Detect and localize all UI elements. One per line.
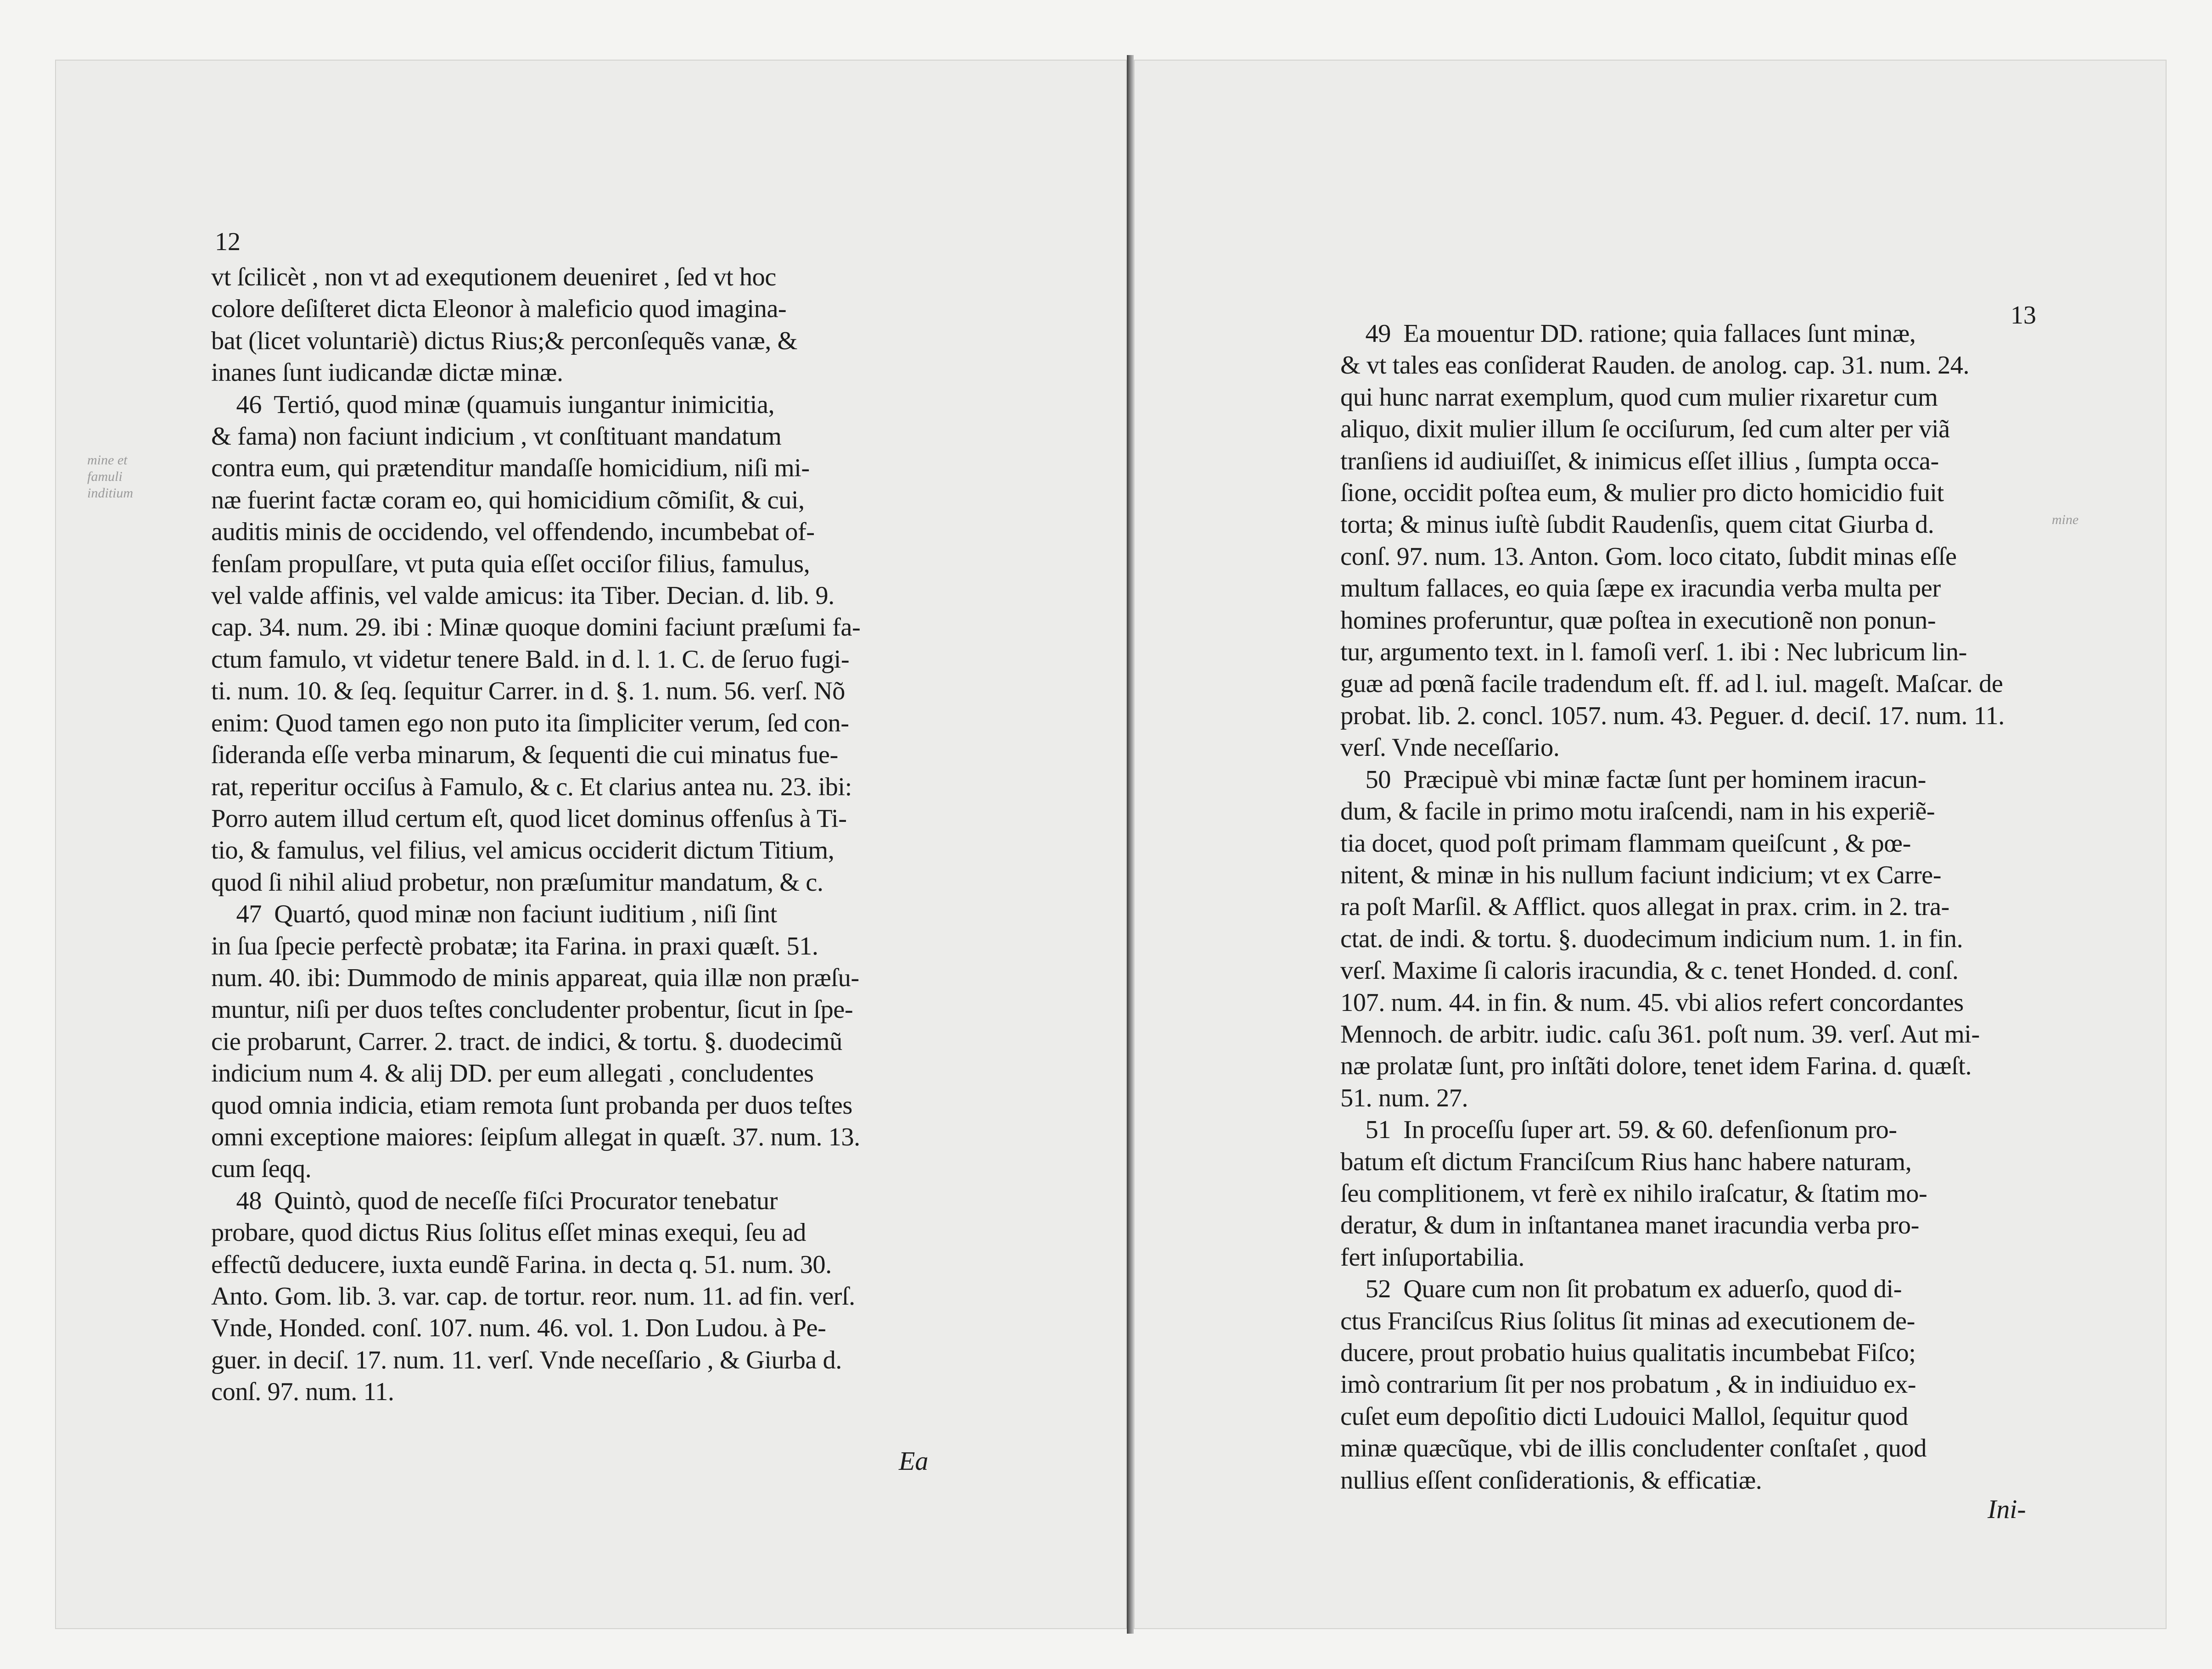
text-line: bat (licet voluntariè) dictus Rius;& perconſequẽs vanæ, & — [211, 326, 797, 355]
text-line: cap. 34. num. 29. ibi : Minæ quoque domini faciunt præſumi fa- — [211, 613, 861, 642]
text-line: guæ ad pœnã facile tradendum eſt. ff. ad l. iul. mageſt. Maſcar. de — [1340, 670, 2003, 698]
text-line: næ prolatæ ſunt, pro inſtãti dolore, tenet idem Farina. d. quæſt. — [1340, 1052, 1972, 1081]
left-margin-note: mine et famuli inditium — [87, 452, 134, 501]
text-line: ducere, prout probatio huius qualitatis incumbebat Fiſco; — [1340, 1339, 1916, 1367]
text-line: 49 Ea mouentur DD. ratione; quia fallaces ſunt minæ, — [1340, 319, 1916, 348]
text-line: guer. in deciſ. 17. num. 11. verſ. Vnde neceſſario , & Giurba d. — [211, 1345, 842, 1374]
text-line: 47 Quartó, quod minæ non faciunt iuditium , niſi ſint — [211, 900, 777, 929]
text-line: ctum famulo, vt videtur tenere Bald. in d. l. 1. C. de ſeruo fugi- — [211, 645, 850, 674]
text-line: colore deſiſteret dicta Eleonor à maleficio quod imagina- — [211, 295, 787, 324]
left-catchword: Ea — [899, 1446, 929, 1476]
text-line: 50 Præcipuè vbi minæ factæ ſunt per hominem iracun- — [1340, 765, 1926, 794]
text-line: & vt tales eas conſiderat Rauden. de anolog. cap. 31. num. 24. — [1340, 351, 1970, 380]
text-line: cie probarunt, Carrer. 2. tract. de indici, & tortu. §. duodecimũ — [211, 1027, 842, 1056]
text-line: conſ. 97. num. 11. — [211, 1378, 394, 1407]
text-line: tia docet, quod poſt primam flammam queiſcunt , & pœ- — [1340, 829, 1911, 858]
text-line: ti. num. 10. & ſeq. ſequitur Carrer. in d. §. 1. num. 56. verſ. Nõ — [211, 677, 845, 706]
text-line: enim: Quod tamen ego non puto ita ſimpliciter verum, ſed con- — [211, 709, 849, 737]
text-line: aliquo, dixit mulier illum ſe occiſurum, ſed cum alter per viã — [1340, 415, 1950, 444]
text-line: 52 Quare cum non ſit probatum ex aduerſo, quod di- — [1340, 1275, 1902, 1304]
left-page-text — [211, 262, 860, 1408]
text-line: effectũ deducere, iuxta eundẽ Farina. in decta q. 51. num. 30. — [211, 1250, 832, 1279]
text-line: verſ. Maxime ſi caloris iracundia, & c. tenet Honded. d. conſ. — [1340, 956, 1959, 985]
text-line: tranſiens id audiuiſſet, & inimicus eſſet illius , ſumpta occa- — [1340, 447, 1939, 475]
text-line: Porro autem illud certum eſt, quod licet dominus offenſus à Ti- — [211, 804, 847, 833]
text-line: minæ quæcũque, vbi de illis concludenter conſtaſet , quod — [1340, 1434, 1927, 1463]
text-line: nullius eſſent conſiderationis, & efficatiæ. — [1340, 1466, 1762, 1495]
text-line: 51. num. 27. — [1340, 1083, 1468, 1112]
text-line: 46 Tertió, quod minæ (quamuis iungantur inimicitia, — [211, 390, 775, 419]
text-line: deratur, & dum in inſtantanea manet iracundia verba pro- — [1340, 1211, 1919, 1240]
text-line: ſione, occidit poſtea eum, & mulier pro dicto homicidio fuit — [1340, 479, 1944, 508]
text-line: muntur, niſi per duos teſtes concludenter probentur, ſicut in ſpe- — [211, 995, 853, 1024]
text-line: probare, quod dictus Rius ſolitus eſſet minas exequi, ſeu ad — [211, 1218, 806, 1247]
text-line: cuſet eum depoſitio dicti Ludouici Mallol, ſequitur quod — [1340, 1402, 1908, 1431]
text-line: 107. num. 44. in fin. & num. 45. vbi alios refert concordantes — [1340, 988, 1964, 1017]
text-line: conſ. 97. num. 13. Anton. Gom. loco citato, ſubdit minas eſſe — [1340, 542, 1957, 571]
left-page-number: 12 — [215, 228, 241, 256]
text-line: tio, & famulus, vel filius, vel amicus occiderit dictum Titium, — [211, 836, 834, 865]
text-line: tur, argumento text. in l. famoſi verſ. 1. ibi : Nec lubricum lin- — [1340, 638, 1967, 667]
right-margin-note: mine — [2052, 512, 2079, 527]
text-line: auditis minis de occidendo, vel offendendo, incumbebat of- — [211, 518, 815, 547]
text-line: ctus Franciſcus Rius ſolitus ſit minas ad executionem de- — [1340, 1306, 1915, 1335]
text-line: næ fuerint factæ coram eo, qui homicidium cõmiſit, & cui, — [211, 486, 805, 514]
text-line: inanes ſunt iudicandæ dictæ minæ. — [211, 358, 563, 387]
text-line: qui hunc narrat exemplum, quod cum mulier rixaretur cum — [1340, 383, 1938, 412]
text-line: batum eſt dictum Franciſcum Rius hanc habere naturam, — [1340, 1147, 1912, 1176]
text-line: probat. lib. 2. concl. 1057. num. 43. Peguer. d. deciſ. 17. num. 11. — [1340, 701, 2005, 730]
text-line: Mennoch. de arbitr. iudic. caſu 361. poſt num. 39. verſ. Aut mi- — [1340, 1020, 1980, 1049]
text-line: cum ſeqq. — [211, 1155, 312, 1183]
text-line: torta; & minus iuſtè ſubdit Raudenſis, quem citat Giurba d. — [1340, 510, 1934, 539]
text-line: multum fallaces, eo quia ſæpe ex iracundia verba multa per — [1340, 574, 1941, 603]
text-line: ra poſt Marſil. & Afflict. quos allegat in prax. crim. in 2. tra- — [1340, 893, 1949, 921]
text-line: nitent, & minæ in his nullum faciunt indicium; vt ex Carre- — [1340, 860, 1942, 889]
text-line: ctat. de indi. & tortu. §. duodecimum indicium num. 1. in fin. — [1340, 924, 1963, 953]
text-line: ſideranda eſſe verba minarum, & ſequenti die cui minatus fue- — [211, 741, 838, 770]
text-line: fenſam propulſare, vt puta quia eſſet occiſor filius, famulus, — [211, 549, 810, 578]
text-line: num. 40. ibi: Dummodo de minis appareat, quia illæ non præſu- — [211, 963, 859, 992]
text-line: vel valde affinis, vel valde amicus: ita Tiber. Decian. d. lib. 9. — [211, 581, 834, 610]
text-line: rat, reperitur occiſus à Famulo, & c. Et clarius antea nu. 23. ibi: — [211, 772, 852, 801]
text-line: ſeu complitionem, vt ferè ex nihilo iraſcatur, & ſtatim mo- — [1340, 1179, 1927, 1208]
text-line: in ſua ſpecie perfectè probatæ; ita Farina. in praxi quæſt. 51. — [211, 932, 818, 960]
text-line: Anto. Gom. lib. 3. var. cap. de tortur. reor. num. 11. ad fin. verſ. — [211, 1282, 855, 1311]
text-line: verſ. Vnde neceſſario. — [1340, 733, 1560, 762]
text-line: dum, & facile in primo motu iraſcendi, nam in his experiẽ- — [1340, 797, 1935, 826]
text-line: omni exceptione maiores: ſeipſum allegat in quæſt. 37. num. 13. — [211, 1122, 860, 1151]
text-line: Vnde, Honded. conſ. 107. num. 46. vol. 1. Don Ludou. à Pe- — [211, 1314, 826, 1343]
text-line: quod omnia indicia, etiam remota ſunt probanda per duos teſtes — [211, 1091, 852, 1120]
text-line: & fama) non faciunt indicium , vt conſtituant mandatum — [211, 422, 782, 451]
text-line: homines proferuntur, quæ poſtea in executionẽ non ponun- — [1340, 606, 1936, 635]
text-line: indicium num 4. & alij DD. per eum allegati , concludentes — [211, 1059, 814, 1088]
text-line: fert inſuportabilia. — [1340, 1243, 1525, 1272]
text-line: imò contrarium ſit per nos probatum , & in indiuiduo ex- — [1340, 1370, 1916, 1399]
book-gutter — [1127, 55, 1134, 1634]
text-line: vt ſcilicèt , non vt ad exequtionem deueniret , ſed vt hoc — [211, 263, 776, 291]
text-line: quod ſi nihil aliud probetur, non præſumitur mandatum, & c. — [211, 868, 823, 897]
text-line: 51 In proceſſu ſuper art. 59. & 60. defenſionum pro- — [1340, 1116, 1897, 1144]
text-line: contra eum, qui prætenditur mandaſſe homicidium, niſi mi- — [211, 454, 810, 483]
right-page-text — [1340, 318, 2005, 1496]
text-line: 48 Quintò, quod de neceſſe fiſci Procurator tenebatur — [211, 1186, 778, 1215]
right-page-number: 13 — [2010, 301, 2036, 329]
right-catchword: Ini- — [1988, 1494, 2026, 1524]
